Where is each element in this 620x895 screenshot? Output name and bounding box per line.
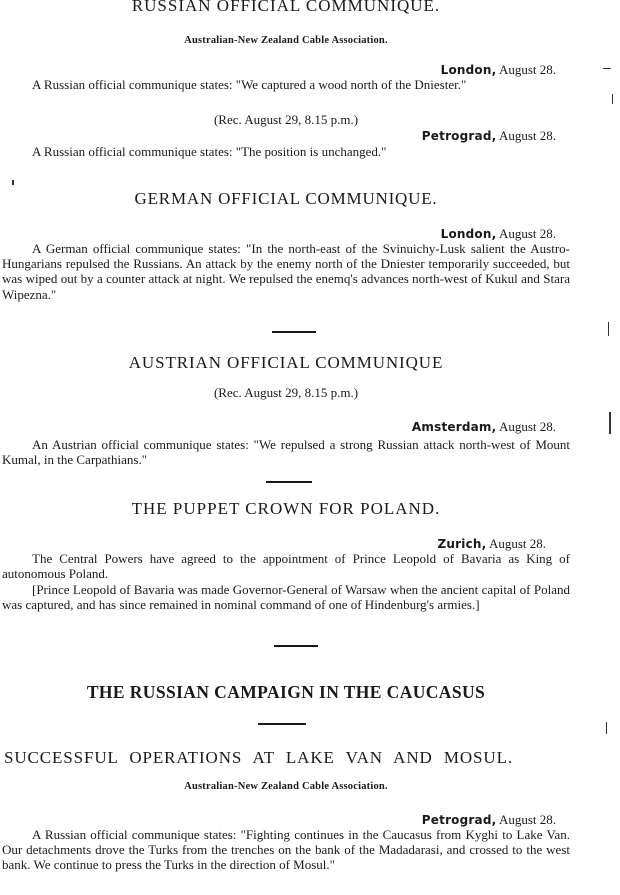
agency-credit: Australian-New Zealand Cable Association. [184, 35, 388, 46]
dateline-place: Zurich, [437, 537, 487, 551]
section-divider [266, 481, 312, 483]
dateline-place: London, [440, 227, 497, 241]
agency-credit: Australian-New Zealand Cable Association. [184, 781, 388, 792]
received-note: (Rec. August 29, 8.15 p.m.) [213, 112, 359, 127]
scan-speck [609, 412, 611, 434]
russian-communique-heading: RUSSIAN OFFICIAL COMMUNIQUE. [131, 0, 441, 15]
article-paragraph: A Russian official communique states: "Fighting continues in the Caucasus from Kyghi to Lake Van. Our detachments drove the Turks from the trenches on the bank of the Madadarasi, and crossed to the west bank. We continue to press the Turks in the direction of Mosul." [2, 827, 570, 873]
austrian-rec-line [2, 385, 570, 400]
german-communique-section [2, 189, 570, 209]
puppet-crown-heading: THE PUPPET CROWN FOR POLAND. [131, 499, 441, 518]
puppet-crown-section [2, 499, 570, 519]
caucasus-heading: THE RUSSIAN CAMPAIGN IN THE CAUCASUS [86, 682, 486, 702]
dateline-date: August 28. [498, 128, 556, 143]
section-divider [258, 723, 306, 725]
dateline-place: Petrograd, [421, 129, 497, 143]
puppet-dateline [2, 536, 570, 552]
russian-dateline-2 [2, 128, 570, 144]
puppet-paragraph-2 [2, 582, 570, 612]
scan-speck [12, 180, 14, 185]
austrian-paragraph [2, 437, 570, 467]
scan-speck [608, 322, 609, 336]
caucasus-subheading: SUCCESSFUL OPERATIONS AT LAKE VAN AND MOSUL. [4, 748, 514, 767]
puppet-paragraph-1 [2, 551, 570, 581]
section-divider [274, 645, 318, 647]
article-paragraph: A German official communique states: "In the north-east of the Svinuichy-Lusk salient the Austro-Hungarians repulsed the Russians. An attack by the enemy north of the Dniester temporarily succeeded, but was wiped out by a counter attack at night. We repulsed the enemq's advances north-west of Kukul and Stara Wipezna." [2, 241, 570, 302]
article-paragraph: [Prince Leopold of Bavaria was made Governor-General of Warsaw when the ancient capital of Poland was captured, and has since remained in nominal command of one of Hindenburg's armies.] [2, 582, 570, 613]
dateline-place: Amsterdam, [411, 420, 497, 434]
russian-rec-line [2, 112, 570, 127]
german-dateline [2, 226, 570, 242]
russian-agency-line [2, 34, 570, 48]
caucasus-paragraph [2, 827, 570, 873]
scan-speck [606, 722, 607, 734]
dateline-date: August 28. [498, 419, 556, 434]
russian-dateline-1 [2, 62, 570, 78]
caucasus-subheading-row [2, 748, 570, 768]
austrian-communique-heading: AUSTRIAN OFFICIAL COMMUNIQUE [128, 353, 444, 372]
article-paragraph: A Russian official communique states: "The position is unchanged." [32, 144, 387, 159]
german-communique-heading: GERMAN OFFICIAL COMMUNIQUE. [134, 189, 438, 208]
dateline-date: August 28. [498, 812, 556, 827]
dateline-date: August 28. [488, 536, 546, 551]
russian-communique-section [2, 0, 570, 16]
article-paragraph: The Central Powers have agreed to the appointment of Prince Leopold of Bavaria as King of autonomous Poland. [2, 551, 570, 582]
russian-paragraph-2 [2, 144, 570, 159]
caucasus-agency-line [2, 780, 570, 794]
received-note: (Rec. August 29, 8.15 p.m.) [213, 385, 359, 400]
dateline-place: Petrograd, [421, 813, 497, 827]
dateline-date: August 28. [498, 62, 556, 77]
scan-speck [603, 68, 611, 69]
article-paragraph: A Russian official communique states: "We captured a wood north of the Dniester." [32, 77, 467, 92]
russian-paragraph-1 [2, 77, 570, 92]
austrian-dateline [2, 419, 570, 435]
german-paragraph [2, 241, 570, 302]
dateline-place: London, [440, 63, 497, 77]
dateline-date: August 28. [498, 226, 556, 241]
caucasus-section [2, 682, 570, 702]
article-paragraph: An Austrian official communique states: "We repulsed a strong Russian attack north-west of Mount Kumal, in the Carpathians." [2, 437, 570, 468]
austrian-communique-section [2, 353, 570, 373]
section-divider [272, 331, 316, 333]
caucasus-dateline [2, 812, 570, 828]
scan-speck [612, 94, 613, 104]
